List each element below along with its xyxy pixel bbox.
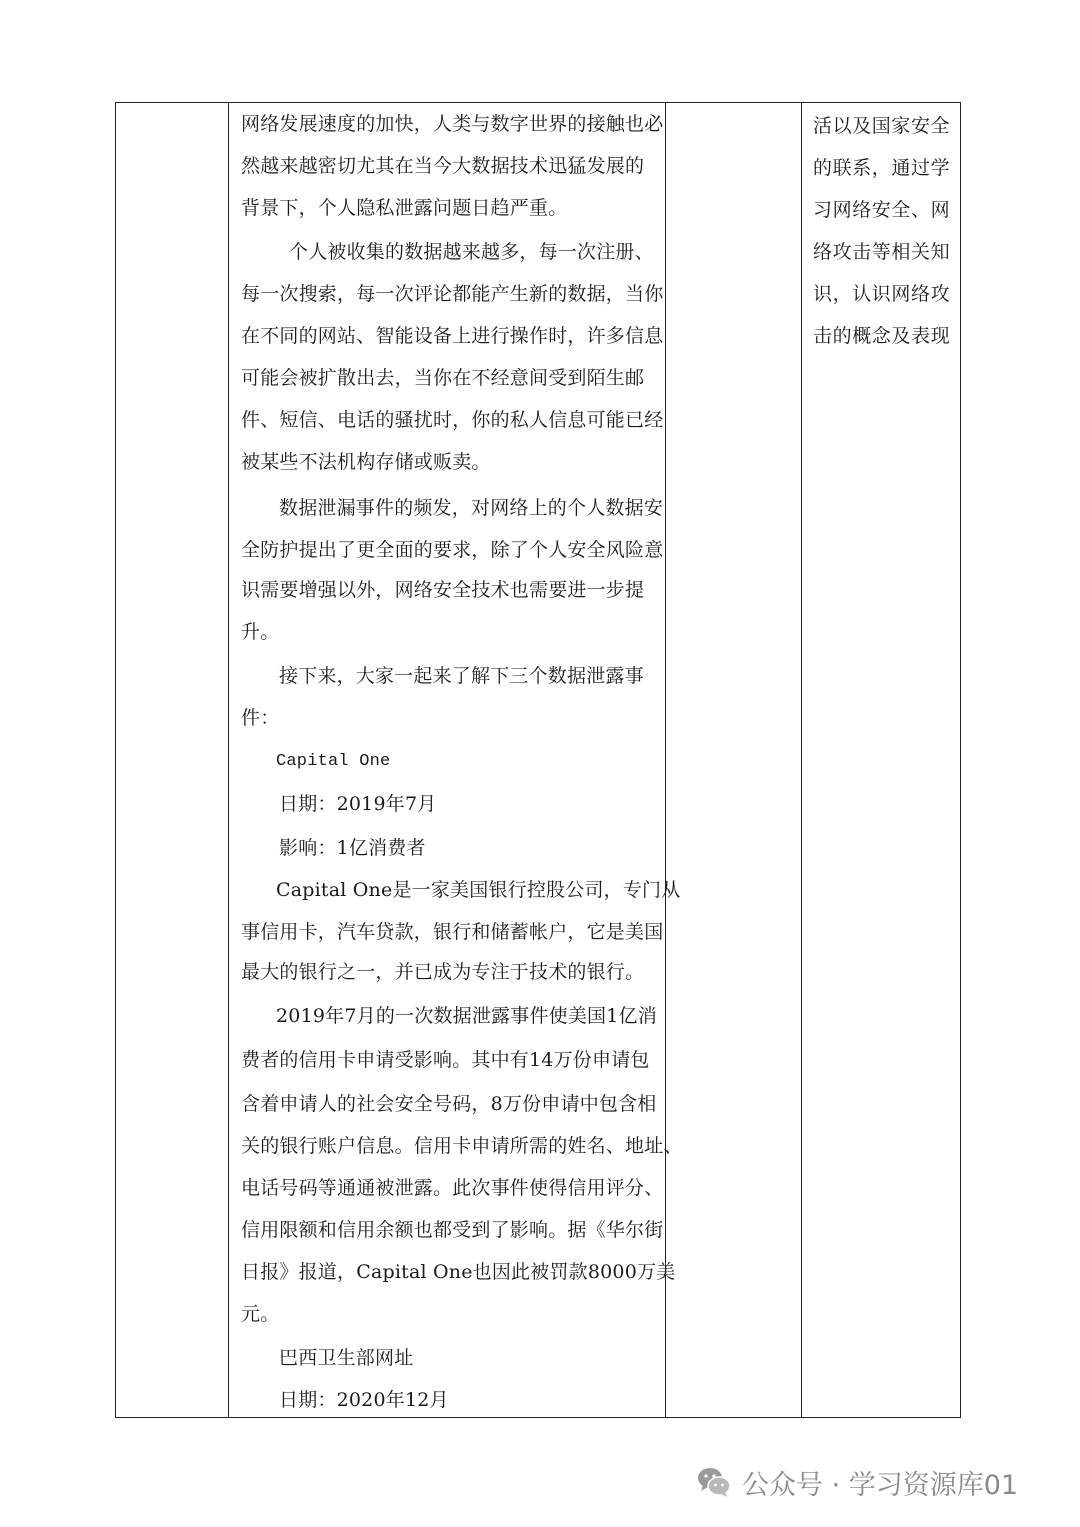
content-line: 影响：1亿消费者 bbox=[279, 837, 426, 859]
column-divider-3 bbox=[801, 103, 802, 1417]
watermark bbox=[696, 1462, 1018, 1502]
content-line: 识需要增强以外，网络安全技术也需要进一步提 bbox=[241, 579, 645, 601]
intent-line: 击的概念及表现 bbox=[813, 325, 951, 347]
intent-line: 习网络安全、网 bbox=[813, 199, 951, 221]
column-divider-1 bbox=[228, 103, 229, 1417]
intent-line: 活以及国家安全 bbox=[813, 115, 951, 137]
content-line: 个人被收集的数据越来越多，每一次注册、 bbox=[289, 241, 654, 263]
intent-line: 识，认识网络攻 bbox=[813, 283, 951, 305]
content-line: 事信用卡，汽车贷款，银行和储蓄帐户，它是美国 bbox=[241, 921, 664, 943]
content-line: 最大的银行之一，并已成为专注于技术的银行。 bbox=[241, 961, 645, 983]
intent-line: 的联系，通过学 bbox=[813, 157, 951, 179]
content-line: 2019年7月的一次数据泄露事件使美国1亿消 bbox=[276, 1005, 657, 1027]
column-divider-2 bbox=[665, 103, 666, 1417]
content-line: 网络发展速度的加快，人类与数字世界的接触也必 bbox=[241, 113, 664, 135]
content-line: 电话号码等通通被泄露。此次事件使得信用评分、 bbox=[241, 1177, 664, 1199]
watermark-text: 公众号 · 学习资源库01 bbox=[742, 1469, 1019, 1501]
content-line: 然越来越密切尤其在当今大数据技术迅猛发展的 bbox=[241, 155, 645, 177]
content-line: 元。 bbox=[241, 1303, 280, 1325]
content-line: 在不同的网站、智能设备上进行操作时，许多信息 bbox=[241, 325, 664, 347]
intent-line: 络攻击等相关知 bbox=[813, 241, 951, 263]
content-line: 每一次搜索，每一次评论都能产生新的数据，当你 bbox=[241, 283, 664, 305]
lesson-table bbox=[115, 102, 961, 1418]
content-line: 背景下，个人隐私泄露问题日趋严重。 bbox=[241, 197, 568, 219]
content-line: 巴西卫生部网址 bbox=[279, 1347, 414, 1369]
content-line: Capital One是一家美国银行控股公司，专门从 bbox=[276, 879, 681, 901]
wechat-icon bbox=[696, 1464, 732, 1500]
content-line: 费者的信用卡申请受影响。其中有14万份申请包 bbox=[241, 1049, 650, 1071]
content-line: 日期：2020年12月 bbox=[279, 1389, 449, 1411]
content-line: 件： bbox=[241, 707, 280, 729]
content-line: 日期：2019年7月 bbox=[279, 793, 437, 815]
content-line: 可能会被扩散出去，当你在不经意间受到陌生邮 bbox=[241, 367, 645, 389]
content-line: 件、短信、电话的骚扰时，你的私人信息可能已经 bbox=[241, 409, 664, 431]
content-line: 数据泄漏事件的频发，对网络上的个人数据安 bbox=[279, 497, 664, 519]
content-line: 关的银行账户信息。信用卡申请所需的姓名、地址、 bbox=[241, 1135, 683, 1157]
content-line: Capital One bbox=[276, 752, 391, 771]
content-line: 升。 bbox=[241, 621, 280, 643]
content-line: 被某些不法机构存储或贩卖。 bbox=[241, 451, 491, 473]
content-line: 接下来，大家一起来了解下三个数据泄露事 bbox=[279, 665, 644, 687]
content-line: 全防护提出了更全面的要求，除了个人安全风险意 bbox=[241, 539, 664, 561]
content-line: 含着申请人的社会安全号码，8万份申请中包含相 bbox=[241, 1093, 657, 1115]
content-line: 信用限额和信用余额也都受到了影响。据《华尔街 bbox=[241, 1219, 664, 1241]
content-line: 日报》报道，Capital One也因此被罚款8000万美 bbox=[241, 1261, 676, 1283]
